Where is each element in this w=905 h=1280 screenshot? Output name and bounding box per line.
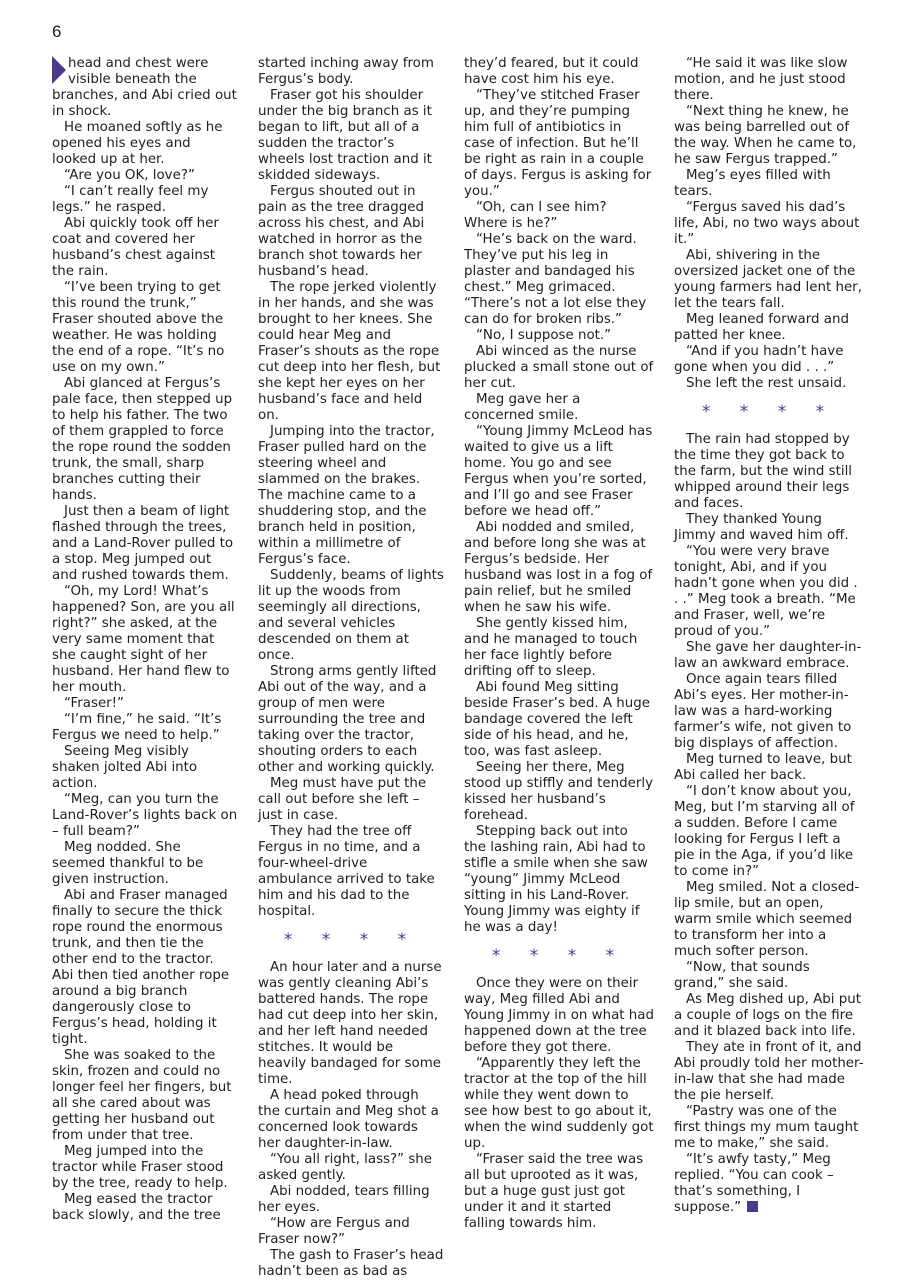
- paragraph: Fraser got his shoulder under the big branch as it began to lift, but all of a sudden the tractor’s wheels lost traction and it skidded sideways.: [258, 88, 432, 183]
- paragraph: Meg leaned forward and patted her knee.: [674, 312, 849, 343]
- paragraph: She was soaked to the skin, frozen and could no longer feel her fingers, but all she cared about was getting her husband out from under that tree.: [52, 1048, 232, 1143]
- paragraph: head and chest were visible beneath the branches, and Abi cried out in shock.: [52, 56, 237, 119]
- paragraph: She gave her daughter-in-law an awkward embrace.: [674, 640, 862, 671]
- paragraph: “He said it was like slow motion, and he just stood there.: [674, 56, 848, 103]
- story-continuation-marker-icon: [52, 56, 66, 84]
- paragraph: Abi winced as the nurse plucked a small stone out of her cut.: [464, 344, 654, 391]
- paragraph: Meg’s eyes filled with tears.: [674, 168, 831, 199]
- paragraph: “How are Fergus and Fraser now?”: [258, 1216, 410, 1247]
- paragraph: As Meg dished up, Abi put a couple of logs on the fire and it blazed back into life.: [674, 992, 861, 1039]
- paragraph: “You were very brave tonight, Abi, and if you hadn’t gone when you did . . .” Meg took a breath. “Me and Fraser, well, we’re proud of you.”: [674, 544, 858, 639]
- paragraph: started inching away from Fergus’s body.: [258, 56, 434, 87]
- paragraph: Suddenly, beams of lights lit up the woods from seemingly all directions, and several vehicles descended on them at once.: [258, 568, 444, 663]
- paragraph: Stepping back out into the lashing rain, Abi had to stifle a smile when she saw “young” Jimmy McLeod sitting in his Land-Rover. Young Jimmy was eighty if he was a day!: [464, 824, 648, 935]
- paragraph: “Apparently they left the tractor at the top of the hill while they went down to see how best to go about it, when the wind suddenly got up.: [464, 1056, 654, 1151]
- paragraph: Seeing her there, Meg stood up stiffly and tenderly kissed her husband’s forehead.: [464, 760, 653, 823]
- section-separator: * * * *: [491, 946, 627, 966]
- paragraph: Abi nodded, tears filling her eyes.: [258, 1184, 430, 1215]
- paragraph: The rope jerked violently in her hands, and she was brought to her knees. She could hear Meg and Fraser’s shouts as the rope cut deep into her flesh, but she kept her eyes on her husband’s face and held on.: [258, 280, 441, 423]
- paragraph: “Fergus saved his dad’s life, Abi, no two ways about it.”: [674, 200, 860, 247]
- paragraph: The gash to Fraser’s head hadn’t been as bad as: [258, 1248, 444, 1279]
- paragraph: “Meg, can you turn the Land-Rover’s lights back on – full beam?”: [52, 792, 238, 839]
- paragraph: Meg eased the tractor back slowly, and the tree: [52, 1192, 221, 1223]
- paragraph: She gently kissed him, and he managed to touch her face lightly before drifting off to sleep.: [464, 616, 638, 679]
- paragraph: “He’s back on the ward. They’ve put his leg in plaster and bandaged his chest.” Meg grimaced. “There’s not a lot else they can do for broken ribs.”: [464, 232, 647, 327]
- paragraph: Abi, shivering in the oversized jacket one of the young farmers had lent her, let the tears fall.: [674, 248, 862, 311]
- paragraph: Abi glanced at Fergus’s pale face, then stepped up to help his father. The two of them grappled to force the rope round the sodden trunk, the small, sharp branches cutting their hands.: [52, 376, 233, 503]
- column-2: [258, 56, 444, 1280]
- paragraph: “I don’t know about you, Meg, but I’m starving all of a sudden. Before I came looking for Fergus I left a pie in the Aga, if you’d like to come in?”: [674, 784, 855, 879]
- paragraph: Meg smiled. Not a closed-lip smile, but an open, warm smile which seemed to transform her into a much softer person.: [674, 880, 860, 959]
- paragraph: Abi and Fraser managed finally to secure the thick rope round the enormous trunk, and then tie the other end to the tractor. Abi then tied another rope around a big branch dangerously close to Fergus’s head, holding it tight.: [52, 888, 230, 1047]
- paragraph: They ate in front of it, and Abi proudly told her mother-in-law that she had made the pie herself.: [674, 1040, 864, 1103]
- paragraph: “Next thing he knew, he was being barrelled out of the way. When he came to, he saw Fergus trapped.”: [674, 104, 857, 167]
- paragraph: “Fraser said the tree was all but uprooted as it was, but a huge gust just got under it and it started falling towards him.: [464, 1152, 644, 1231]
- paragraph: Once they were on their way, Meg filled Abi and Young Jimmy in on what had happened down at the tree before they got there.: [464, 976, 655, 1055]
- page-number: 6: [52, 22, 62, 41]
- paragraph: “I’m fine,” he said. “It’s Fergus we need to help.”: [52, 712, 222, 743]
- section-separator: * * * *: [701, 402, 837, 422]
- paragraph: “Oh, my Lord! What’s happened? Son, are you all right?” she asked, at the very same moment that she caught sight of her husband. Her hand flew to her mouth.: [52, 584, 235, 695]
- paragraph: Once again tears filled Abi’s eyes. Her mother-in-law was a hard-working farmer’s wife, not given to big displays of affection.: [674, 672, 852, 751]
- paragraph: “And if you hadn’t have gone when you did . . .”: [674, 344, 844, 375]
- paragraph: He moaned softly as he opened his eyes and looked up at her.: [52, 120, 223, 167]
- paragraph: “I can’t really feel my legs.” he rasped.: [52, 184, 209, 215]
- paragraph: Strong arms gently lifted Abi out of the way, and a group of men were surrounding the tree and taking over the tractor, shouting orders to each other and working quickly.: [258, 664, 437, 775]
- paragraph: “It’s awfy tasty,” Meg replied. “You can cook – that’s something, I suppose.”: [674, 1152, 834, 1215]
- paragraph: “I’ve been trying to get this round the trunk,” Fraser shouted above the weather. He was holding the end of a rope. “It’s no use on my own.”: [52, 280, 225, 375]
- end-of-story-icon: [747, 1201, 758, 1212]
- paragraph: Meg turned to leave, but Abi called her back.: [674, 752, 852, 783]
- paragraph: “Pastry was one of the first things my mum taught me to make,” she said.: [674, 1104, 859, 1151]
- paragraph: “Oh, can I see him? Where is he?”: [464, 200, 607, 231]
- paragraph: “You all right, lass?” she asked gently.: [258, 1152, 433, 1183]
- paragraph: Meg jumped into the tractor while Fraser stood by the tree, ready to help.: [52, 1144, 228, 1191]
- paragraph: “No, I suppose not.”: [476, 328, 612, 343]
- paragraph: The rain had stopped by the time they got back to the farm, but the wind still whipped around their legs and faces.: [674, 432, 853, 511]
- paragraph: “Are you OK, love?”: [64, 168, 195, 183]
- paragraph: Jumping into the tractor, Fraser pulled hard on the steering wheel and slammed on the brakes. The machine came to a shuddering stop, and the branch held in position, within a millimetre of Fergus’s face.: [258, 424, 435, 567]
- column-1: [52, 56, 238, 1280]
- paragraph: Abi found Meg sitting beside Fraser’s bed. A huge bandage covered the left side of his head, and he, too, was fast asleep.: [464, 680, 650, 759]
- paragraph: Fergus shouted out in pain as the tree dragged across his chest, and Abi watched in horror as the branch shot towards her husband’s head.: [258, 184, 425, 279]
- paragraph: Abi nodded and smiled, and before long she was at Fergus’s bedside. Her husband was lost in a fog of pain relief, but he smiled when he saw his wife.: [464, 520, 653, 615]
- paragraph: “Now, that sounds grand,” she said.: [674, 960, 810, 991]
- paragraph: Meg gave her a concerned smile.: [464, 392, 581, 423]
- section-separator: * * * *: [283, 930, 419, 950]
- article-columns: [52, 56, 864, 1279]
- paragraph: They had the tree off Fergus in no time, and a four-wheel-drive ambulance arrived to take him and his dad to the hospital.: [258, 824, 435, 919]
- paragraph: “Fraser!”: [64, 696, 124, 711]
- column-3: [464, 56, 654, 1280]
- paragraph: Meg nodded. She seemed thankful to be given instruction.: [52, 840, 204, 887]
- paragraph: “They’ve stitched Fraser up, and they’re pumping him full of antibiotics in case of infection. But he’ll be right as rain in a couple of days. Fergus is asking for you.”: [464, 88, 652, 199]
- paragraph: She left the rest unsaid.: [686, 376, 847, 391]
- paragraph: Abi quickly took off her coat and covered her husband’s chest against the rain.: [52, 216, 219, 279]
- paragraph: Seeing Meg visibly shaken jolted Abi into action.: [52, 744, 198, 791]
- paragraph: they’d feared, but it could have cost him his eye.: [464, 56, 639, 87]
- paragraph: An hour later and a nurse was gently cleaning Abi’s battered hands. The rope had cut deep into her skin, and her left hand needed stitches. It would be heavily bandaged for some time.: [258, 960, 442, 1087]
- column-4: [674, 56, 864, 1280]
- paragraph: Meg must have put the call out before she left – just in case.: [258, 776, 427, 823]
- paragraph: Just then a beam of light flashed through the trees, and a Land-Rover pulled to a stop. Meg jumped out and rushed towards them.: [52, 504, 234, 583]
- paragraph: A head poked through the curtain and Meg shot a concerned look towards her daughter-in-law.: [258, 1088, 439, 1151]
- paragraph: They thanked Young Jimmy and waved him off.: [674, 512, 849, 543]
- paragraph: “Young Jimmy McLeod has waited to give us a lift home. You go and see Fergus when you’re sorted, and I’ll go and see Fraser before we head off.”: [464, 424, 653, 519]
